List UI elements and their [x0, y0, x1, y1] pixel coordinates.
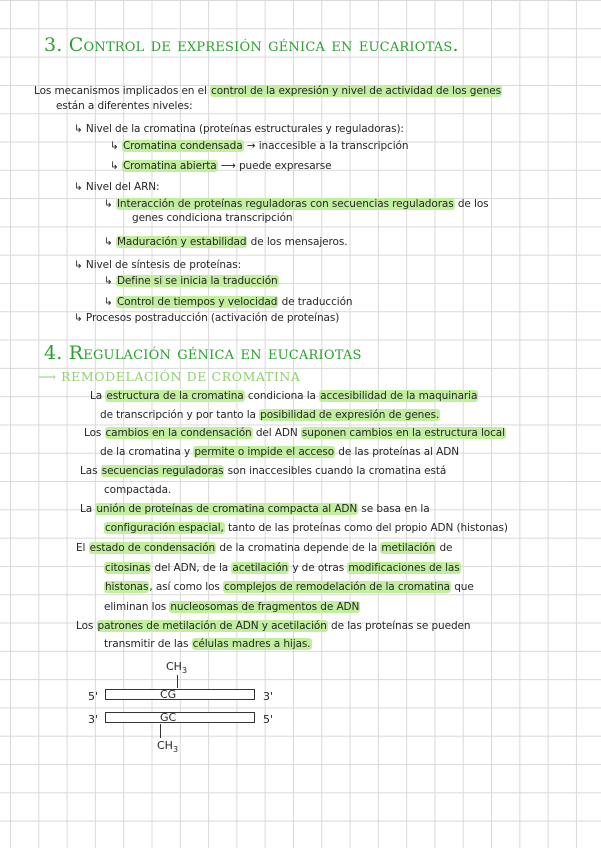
arn-item-1-cont: genes condiciona transcripción [132, 212, 293, 224]
cromatina-item-2: ↳ Cromatina abierta ⟶ puede expresarse [110, 160, 332, 172]
methyl-group-top: $CH_3$ [166, 660, 188, 676]
section-3-title: 3. Control de expresión génica en eucariotas. [44, 34, 459, 56]
arn-title: ↳ Nivel del ARN: [74, 181, 160, 193]
sintesis-item-1: ↳ Define si se inicia la traducción [104, 275, 278, 287]
section-4-title: 4. Regulación génica en eucariotas [44, 342, 362, 364]
strand-2-left-end: 3' [88, 713, 99, 726]
strand-1-left-end: 5' [88, 690, 99, 703]
remodel-line-2: de transcripción y por tanto la posibilidad de expresión de genes. [100, 409, 440, 421]
sintesis-item-3: ↳ Procesos postraducción (activación de proteínas) [74, 312, 340, 324]
arn-item-2: ↳ Maduración y estabilidad de los mensajeros. [104, 236, 348, 248]
strand-1-right-end: 3' [263, 690, 274, 703]
strand-2-sequence: GC [160, 711, 177, 724]
remodel-line-12: eliminan los nucleosomas de fragmentos de ADN [104, 601, 360, 613]
remodel-line-3: Los cambios en la condensación del ADN suponen cambios en la estructura local [84, 427, 505, 439]
cromatina-title: ↳ Nivel de la cromatina (proteínas estructurales y reguladoras): [74, 123, 404, 135]
intro-line-2: están a diferentes niveles: [56, 100, 193, 112]
cromatina-item-1: ↳ Cromatina condensada → inaccesible a la transcripción [110, 140, 409, 152]
dna-strand-1 [105, 689, 255, 700]
remodel-line-13: Los patrones de metilación de ADN y acetilación de las proteínas se pueden [76, 620, 471, 632]
sintesis-title: ↳ Nivel de síntesis de proteínas: [74, 259, 242, 271]
remodel-line-5: Las secuencias reguladoras son inaccesibles cuando la cromatina está [80, 465, 447, 477]
methyl-bond-top [177, 675, 178, 688]
remodel-line-11: histonas, así como los complejos de remodelación de la cromatina que [105, 581, 474, 593]
sintesis-item-2: ↳ Control de tiempos y velocidad de traducción [104, 296, 353, 308]
remodel-line-9: El estado de condensación de la cromatina depende de la metilación de [76, 542, 453, 554]
dna-strand-2 [105, 712, 255, 723]
methyl-group-bottom: $CH_3$ [157, 739, 179, 755]
remodel-line-6: compactada. [104, 484, 172, 496]
intro-line-1: Los mecanismos implicados en el control de la expresión y nivel de actividad de los genes [34, 85, 502, 97]
remodel-line-1: La estructura de la cromatina condiciona la accesibilidad de la maquinaria [90, 390, 478, 402]
methyl-bond-bottom [160, 724, 161, 738]
remodel-line-4: de la cromatina y permite o impide el acceso de las proteínas al ADN [100, 446, 460, 458]
remodel-line-14: transmitir de las células madres a hijas. [104, 638, 311, 650]
remodel-line-10: citosinas del ADN, de la acetilación y de otras modificaciones de las [105, 562, 460, 574]
remodel-line-8: configuración espacial, tanto de las proteínas como del propio ADN (histonas) [105, 522, 508, 534]
section-4-subtitle: ⟶ REMODELACIÓN DE CROMATINA [38, 369, 301, 384]
arn-item-1: ↳ Interacción de proteínas reguladoras con secuencias reguladoras de los [104, 198, 489, 210]
strand-2-right-end: 5' [263, 713, 274, 726]
remodel-line-7: La unión de proteínas de cromatina compacta al ADN se basa en la [80, 503, 430, 515]
strand-1-sequence: CG [160, 688, 177, 701]
